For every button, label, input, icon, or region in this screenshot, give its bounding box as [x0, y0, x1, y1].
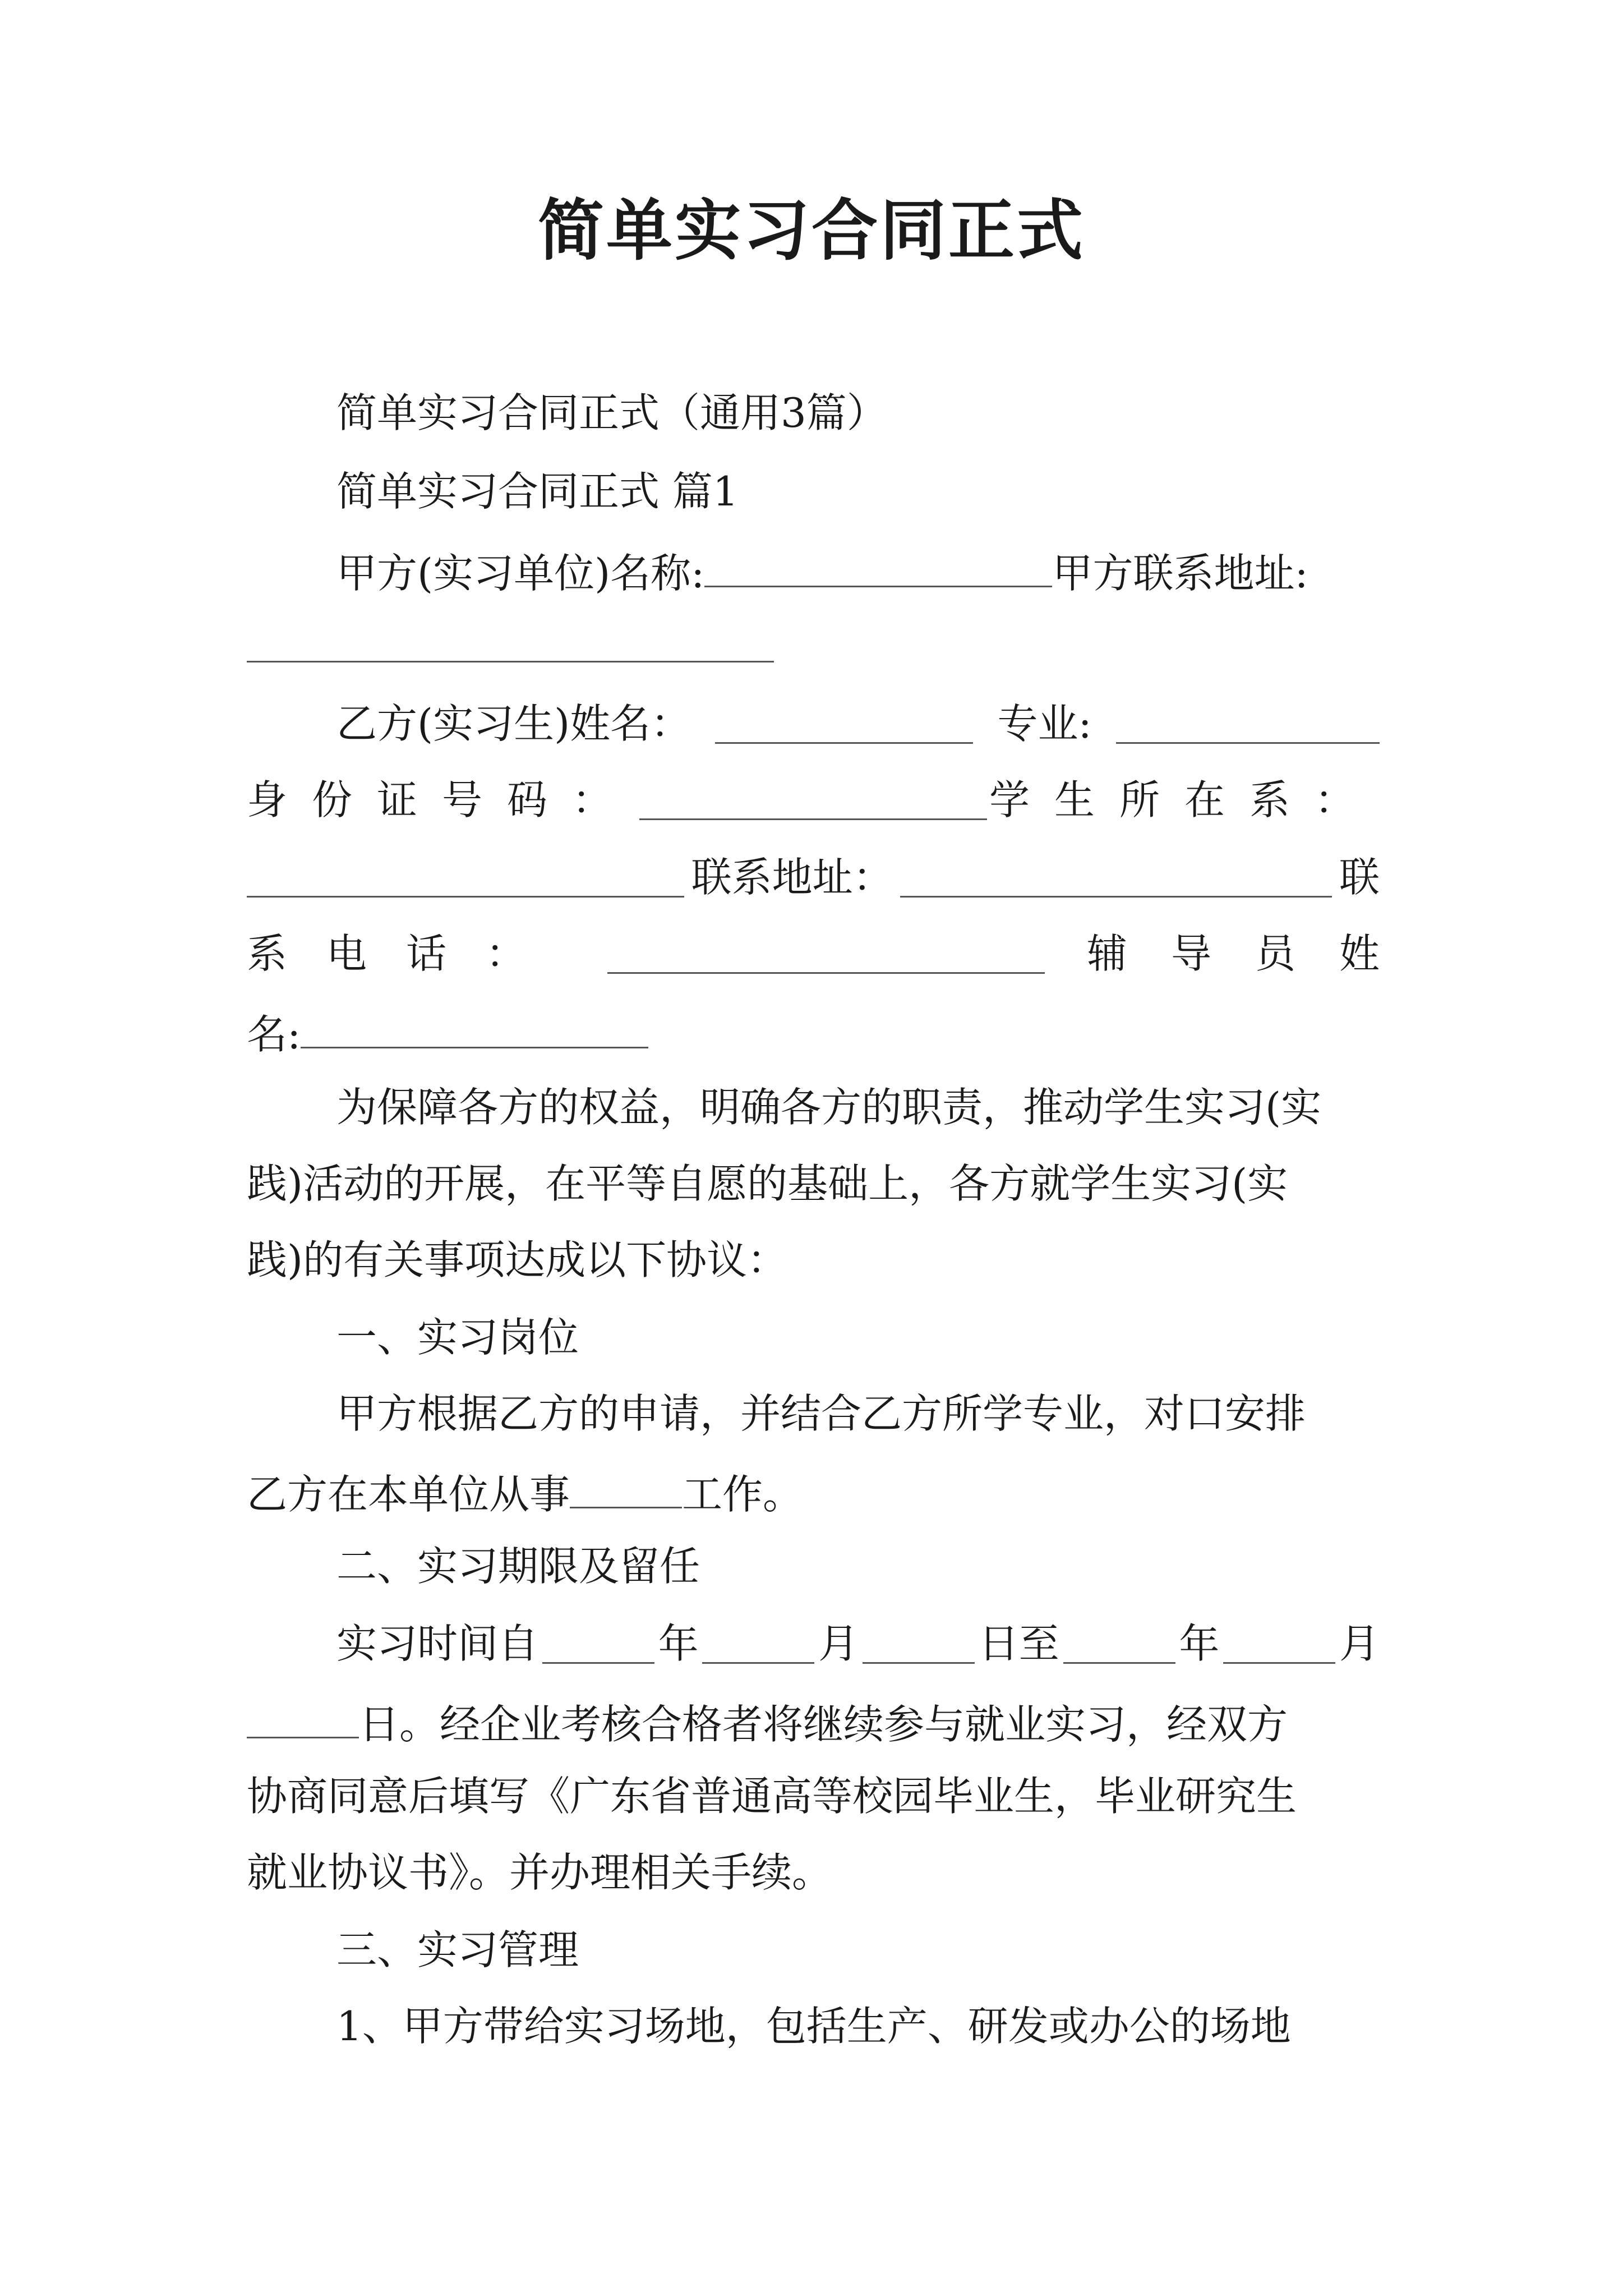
party-a-name-label: 甲方(实习单位)名称:: [336, 550, 705, 597]
counselor-field[interactable]: [301, 1010, 648, 1048]
section-1-text-2: [247, 1470, 1380, 1519]
counselor-label-end: 名:: [247, 1011, 301, 1059]
document-title: 简单实习合同正式: [537, 191, 1085, 269]
intro-line-1: 为保障各方的权益，明确各方的职责，推动学生实习(实: [336, 1084, 1322, 1131]
day-to-label: 日至: [978, 1620, 1059, 1667]
subtitle: 简单实习合同正式（通用3篇）: [336, 389, 887, 436]
section-2-text-3: 协商同意后填写《广东省普通高等校园毕业生，毕业研究生: [247, 1773, 1297, 1820]
section-3-title: 三、实习管理: [336, 1926, 579, 1973]
id-number-field[interactable]: [639, 781, 987, 820]
section-2-text-4: 就业协议书》。并办理相关手续。: [247, 1849, 833, 1896]
phone-line: [247, 930, 1423, 977]
section-1-title: 一、实习岗位: [336, 1314, 579, 1361]
party-a-address-line: [247, 624, 1380, 669]
contact-line: [247, 854, 1380, 901]
party-b-line: [336, 700, 1380, 747]
id-label: 身份证号码：: [247, 776, 638, 823]
year-label: 年: [658, 1620, 699, 1667]
department-field[interactable]: [247, 859, 684, 898]
start-month-field[interactable]: [702, 1625, 814, 1664]
section-2-title: 二、实习期限及留任: [336, 1543, 700, 1590]
party-b-name-field[interactable]: [715, 705, 973, 744]
start-year-field[interactable]: [542, 1625, 654, 1664]
party-b-name-label: 乙方(实习生)姓名：: [336, 700, 691, 747]
section-2-text-2: 日。经企业考核合格者将继续参与就业实习，经双方: [359, 1701, 1288, 1749]
party-a-line: [336, 549, 1380, 597]
intro-line-2: 践)活动的开展，在平等自愿的基础上，各方就学生实习(实: [247, 1160, 1288, 1207]
counselor-label: 辅导员姓: [1086, 930, 1423, 977]
end-day-field[interactable]: [247, 1700, 359, 1738]
counselor-line: [247, 1010, 1380, 1059]
month-label: 月: [818, 1620, 859, 1667]
party-a-name-field[interactable]: [704, 549, 1052, 587]
major-field[interactable]: [1116, 705, 1380, 744]
period-line-2: [247, 1700, 1380, 1749]
contact-address-label: 联系地址：: [691, 854, 893, 901]
phone-field[interactable]: [607, 935, 1045, 974]
start-day-field[interactable]: [863, 1625, 975, 1664]
contact-address-field[interactable]: [900, 859, 1332, 898]
party-a-address-field[interactable]: [247, 624, 774, 662]
post-label: 乙方在本单位从事: [247, 1471, 570, 1519]
section-3-text-1: 1、甲方带给实习场地，包括生产、研发或办公的场地: [336, 2003, 1291, 2050]
period-line: [336, 1620, 1380, 1667]
id-line: [247, 776, 1380, 823]
intro-line-3: 践)的有关事项达成以下协议：: [247, 1236, 788, 1283]
section-1-text-1: 甲方根据乙方的申请，并结合乙方所学专业，对口安排: [336, 1390, 1306, 1437]
department-label: 学生所在系：: [989, 776, 1380, 823]
post-field[interactable]: [570, 1470, 682, 1508]
phone-label: 系电话：: [247, 930, 566, 977]
month-label-2: 月: [1339, 1620, 1380, 1667]
party-a-address-label: 甲方联系地址:: [1052, 550, 1308, 597]
end-year-field[interactable]: [1063, 1625, 1175, 1664]
end-month-field[interactable]: [1223, 1625, 1335, 1664]
section-heading: 简单实习合同正式 篇1: [336, 468, 739, 515]
major-label: 专业:: [997, 700, 1092, 747]
year-label-2: 年: [1179, 1620, 1220, 1667]
post-suffix: 工作。: [682, 1471, 804, 1519]
phone-label-start: 联: [1339, 854, 1380, 901]
period-label: 实习时间自: [336, 1620, 539, 1667]
